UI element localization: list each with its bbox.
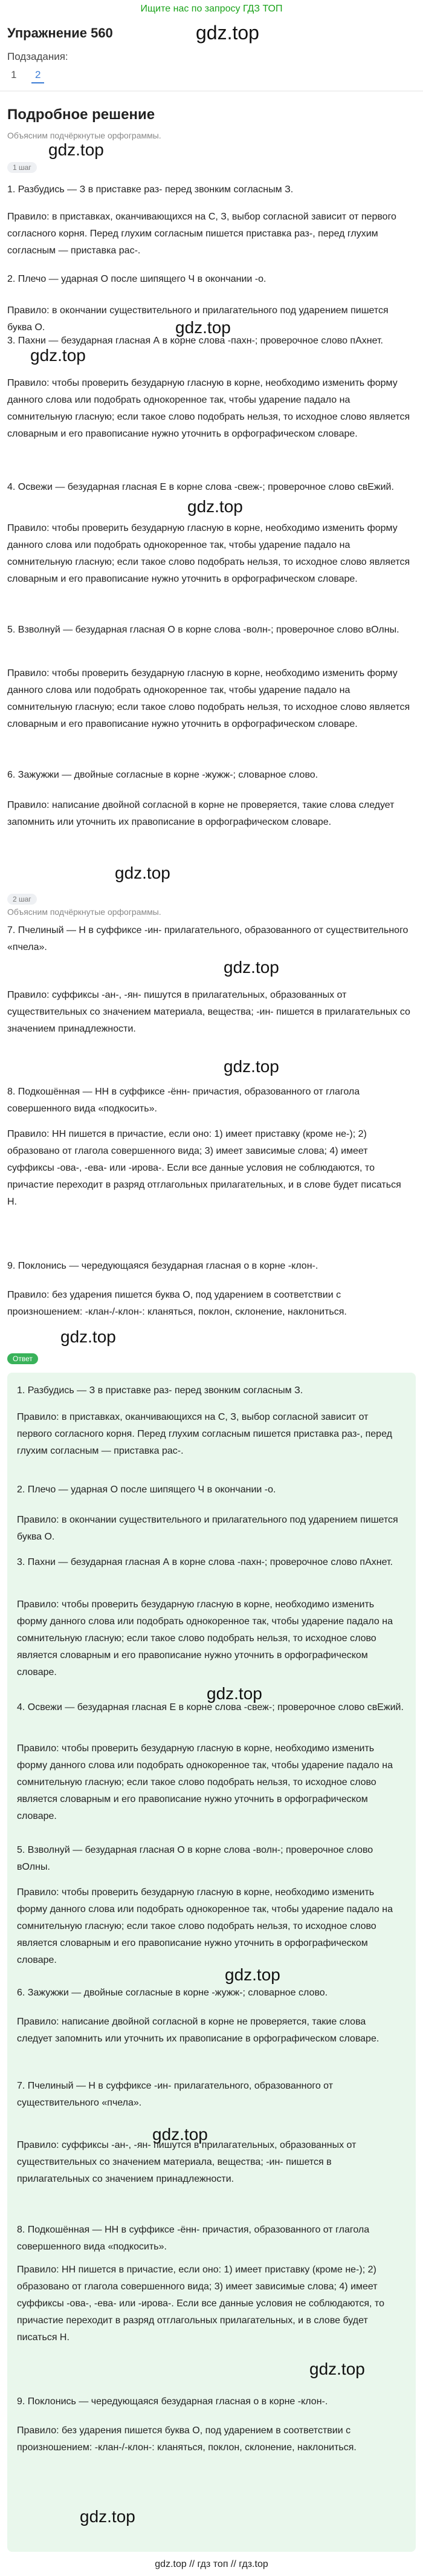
solution-rule: Правило: чтобы проверить безударную гласную в корне, необходимо изменить форму данного слова или подобрать однокоренное так, чтобы ударение падало на сомнительную гласную; если такое слово подобрать нельзя, то исходное слово является словарным и его правописание нужно уточнить в орфографическом словаре.	[7, 668, 410, 729]
answer-rule: Правило: в приставках, оканчивающихся на С, З, выбор согласной зависит от первого согласного корня. Перед глухим согласным пишется приставка раз-, перед глухим согласным — приставка рас-.	[17, 1412, 392, 1456]
solution-item: 2. Плечо — ударная О после шипящего Ч в окончании -о.	[7, 274, 266, 284]
watermark: gdz.top	[60, 1327, 116, 1346]
answer-item: 1. Разбудись — З в приставке раз- перед звонким согласным З.	[17, 1385, 303, 1396]
watermark: gdz.top	[224, 1057, 279, 1076]
watermark: gdz.top	[224, 958, 279, 977]
step-badge: 1 шаг	[7, 162, 37, 173]
answer-rule: Правило: суффиксы -ан-, -ян- пишутся в прилагательных, образованных от существительных со значением материала, вещества; -ин- пишется в прилагательных со значением принадлежности.	[17, 2140, 357, 2184]
answer-rule: Правило: чтобы проверить безударную гласную в корне, необходимо изменить форму данного слова или подобрать однокоренное так, чтобы ударение падало на сомнительную гласную; если такое слово подобрать нельзя, то исходное слово является словарным и его правописание нужно уточнить в орфографическом словаре.	[17, 1887, 393, 1965]
subtask-tabs	[7, 68, 416, 87]
footer-links[interactable]: gdz.top // гдз топ // гдз.top	[155, 2559, 268, 2569]
answer-badge: Ответ	[7, 1353, 38, 1364]
subtasks-label: Подзадания:	[7, 51, 68, 62]
answer-rule: Правило: в окончании существительного и прилагательного под ударением пишется буква О.	[17, 1515, 398, 1542]
solution-rule: Правило: суффиксы -ан-, -ян- пишутся в прилагательных, образованных от существительных со значением материала, вещества; -ин- пишется в прилагательных со значением принадлежности.	[7, 990, 410, 1034]
watermark: gdz.top	[175, 318, 231, 337]
answer-item: 4. Освежи — безударная гласная Е в корне слова -свеж-; проверочное слово свЕжий.	[17, 1702, 404, 1712]
step-badge: 2 шаг	[7, 894, 37, 905]
solution-rule: Правило: НН пишется в причастие, если оно: 1) имеет приставку (кроме не-); 2) образовано от глагола совершенного вида; 3) имеет зависимые слова; 4) имеет суффиксы -ова-, -ева- или -ирова-. Если все данные условия не соблюдаются, то причастие переходит в разряд отглагольных прилагательных, и в слове будет писаться Н.	[7, 1129, 401, 1207]
solution-rule: Правило: чтобы проверить безударную гласную в корне, необходимо изменить форму данного слова или подобрать однокоренное так, чтобы ударение падало на сомнительную гласную; если такое слово подобрать нельзя, то исходное слово является словарным и его правописание нужно уточнить в орфографическом словаре.	[7, 523, 410, 584]
subnote: Объясним подчёркнутые орфограммы.	[7, 907, 161, 917]
tab-1[interactable]: 1	[11, 69, 17, 80]
watermark: gdz.top	[152, 2125, 208, 2144]
answer-item: 2. Плечо — ударная О после шипящего Ч в окончании -о.	[17, 1485, 276, 1495]
search-banner[interactable]: Ищите нас по запросу ГДЗ ТОП	[140, 4, 283, 14]
answer-box	[7, 1373, 416, 2552]
solution-item: 4. Освежи — безударная гласная Е в корне слова -свеж-; проверочное слово свЕжий.	[7, 482, 394, 492]
watermark: gdz.top	[80, 2507, 135, 2526]
answer-item: 5. Взволнуй — безударная гласная О в корне слова -волн-; проверочное слово вОлны.	[17, 1845, 373, 1872]
answer-rule: Правило: чтобы проверить безударную гласную в корне, необходимо изменить форму данного слова или подобрать однокоренное так, чтобы ударение падало на сомнительную гласную; если такое слово подобрать нельзя, то исходное слово является словарным и его правописание нужно уточнить в орфографическом словаре.	[17, 1743, 393, 1821]
answer-item: 3. Пахни — безударная гласная А в корне слова -пахн-; проверочное слово пАхнет.	[17, 1557, 393, 1567]
answer-rule: Правило: написание двойной согласной в корне не проверяется, такие слова следует запомнить или уточнить их правописание в орфографическом словаре.	[17, 2017, 379, 2044]
solution-rule: Правило: без ударения пишется буква О, под ударением в соответствии с произношением: -клан-/-клон-: кланяться, поклон, склонение, наклониться.	[7, 1290, 347, 1317]
solution-item: 9. Поклонись — чередующаяся безударная гласная о в корне -клон-.	[7, 1261, 318, 1271]
page-header	[7, 22, 416, 46]
watermark: gdz.top	[30, 346, 86, 365]
watermark: gdz.top	[48, 140, 104, 159]
answer-rule: Правило: НН пишется в причастие, если оно: 1) имеет приставку (кроме не-); 2) образовано от глагола совершенного вида; 3) имеет зависимые слова; 4) имеет суффиксы -ова-, -ева- или -ирова-. Если все данные условия не соблюдаются, то причастие переходит в разряд отглагольных прилагательных, и в слове будет писаться Н.	[17, 2265, 384, 2343]
solution-rule: Правило: в окончании существительного и прилагательного под ударением пишется буква О.	[7, 305, 389, 333]
solution-item: 1. Разбудись — З в приставке раз- перед звонким согласным З.	[7, 184, 294, 195]
watermark: gdz.top	[207, 1684, 262, 1703]
answer-item: 9. Поклонись — чередующаяся безударная гласная о в корне -клон-.	[17, 2396, 328, 2407]
solution-rule: Правило: в приставках, оканчивающихся на С, З, выбор согласной зависит от первого согласного корня. Перед глухим согласным пишется приставка раз-, перед глухим согласным — приставка рас-.	[7, 212, 396, 256]
solution-rule: Правило: написание двойной согласной в корне не проверяется, такие слова следует запомнить или уточнить их правописание в орфографическом словаре.	[7, 800, 395, 827]
answer-item: 7. Пчелиный — Н в суффиксе -ин- прилагательного, образованного от существительного «пчела».	[17, 2081, 334, 2108]
watermark: gdz.top	[115, 864, 170, 882]
solution-item: 6. Зажужжи — двойные согласные в корне -жужж-; словарное слово.	[7, 770, 318, 780]
subnote: Объясним подчёркнутые орфограммы.	[7, 131, 161, 140]
solution-rule: Правило: чтобы проверить безударную гласную в корне, необходимо изменить форму данного слова или подобрать однокоренное так, чтобы ударение падало на сомнительную гласную; если такое слово подобрать нельзя, то исходное слово является словарным и его правописание нужно уточнить в орфографическом словаре.	[7, 378, 410, 439]
answer-rule: Правило: без ударения пишется буква О, под ударением в соответствии с произношением: -клан-/-клон-: кланяться, поклон, склонение, наклониться.	[17, 2425, 357, 2453]
watermark: gdz.top	[225, 1965, 280, 1984]
watermark: gdz.top	[309, 2360, 365, 2378]
solution-item: 3. Пахни — безударная гласная А в корне слова -пахн-; проверочное слово пАхнет.	[7, 336, 383, 346]
solution-item: 8. Подкошённая — НН в суффиксе -ённ- причастия, образованного от глагола совершенного вида «подкосить».	[7, 1087, 360, 1114]
answer-item: 8. Подкошённая — НН в суффиксе -ённ- причастия, образованного от глагола совершенного вида «подкосить».	[17, 2225, 370, 2252]
tab-2[interactable]: 2	[31, 68, 44, 83]
solution-title: Подробное решение	[7, 106, 155, 123]
exercise-title: Упражнение 560	[7, 25, 113, 41]
watermark: gdz.top	[196, 22, 259, 44]
watermark: gdz.top	[187, 497, 243, 516]
answer-item: 6. Зажужжи — двойные согласные в корне -жужж-; словарное слово.	[17, 1988, 328, 1998]
solution-item: 7. Пчелиный — Н в суффиксе -ин- прилагательного, образованного от существительного «пчела».	[7, 925, 408, 952]
answer-rule: Правило: чтобы проверить безударную гласную в корне, необходимо изменить форму данного слова или подобрать однокоренное так, чтобы ударение падало на сомнительную гласную; если такое слово подобрать нельзя, то исходное слово является словарным и его правописание нужно уточнить в орфографическом словаре.	[17, 1599, 393, 1677]
solution-item: 5. Взволнуй — безударная гласная О в корне слова -волн-; проверочное слово вОлны.	[7, 625, 399, 635]
